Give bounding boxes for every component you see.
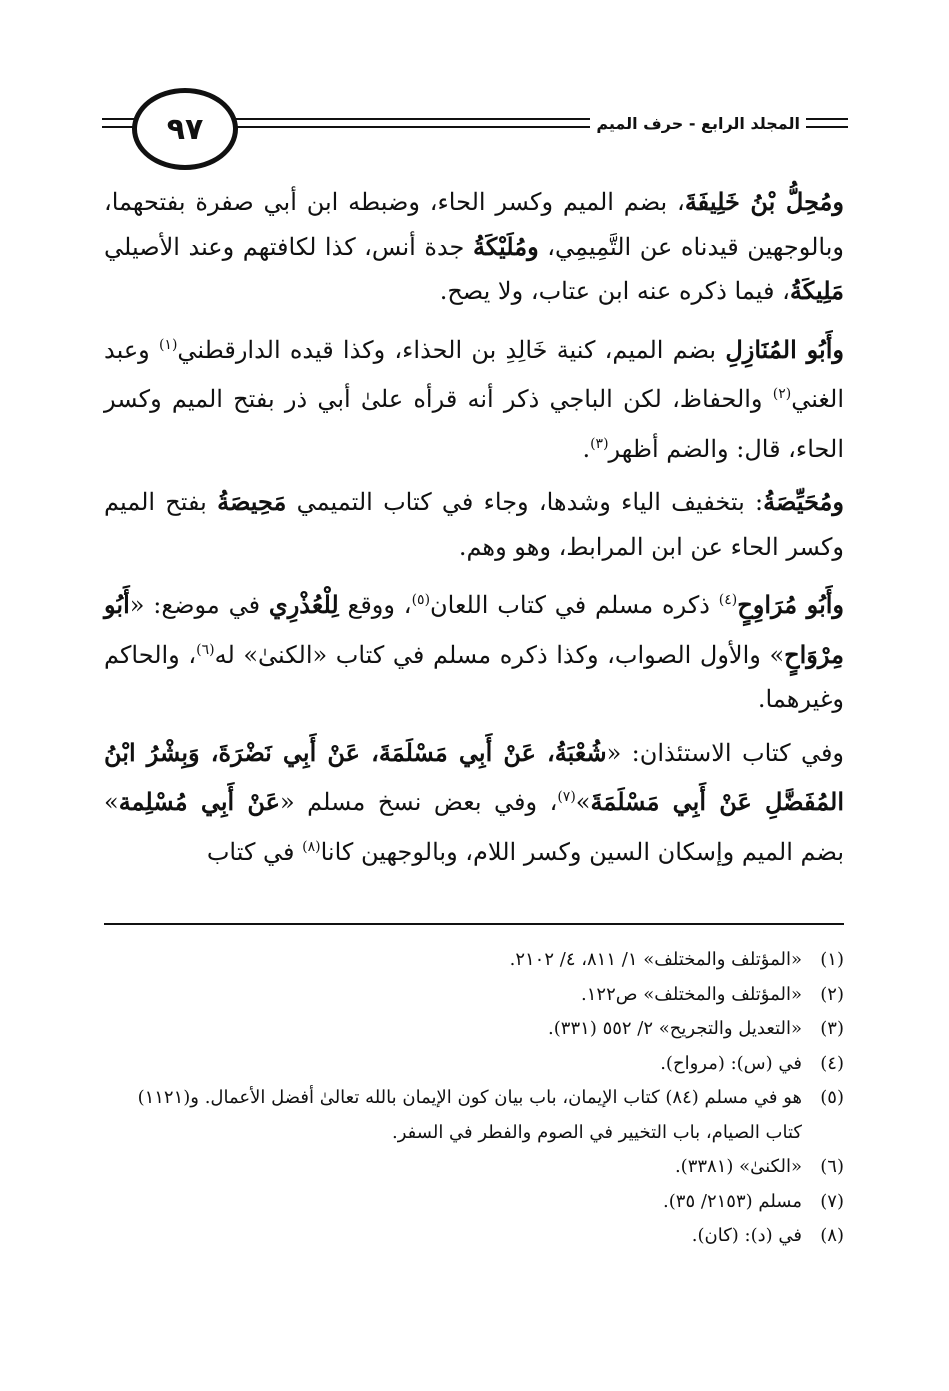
footnote-number: (٣) — [820, 1018, 844, 1039]
entry-heading: وأَبُو مُرَاوِحٍ — [737, 590, 845, 619]
footnote-ref: (٧) — [557, 789, 576, 805]
footnote-text: في (س): (مرواح). — [660, 1052, 802, 1074]
entry-text: ، بضم الميم وكسر الحاء، وضبطه ابن أبي صفرة بفتحهما، وبالوجهين قيدناه عن التَّمِيمِي، — [104, 188, 844, 261]
entry-istidhan — [104, 731, 844, 875]
entry-text: ذكره مسلم في كتاب اللعان — [430, 591, 719, 619]
entry-heading: لِلْعُذْرِي — [268, 590, 339, 619]
footnote-text: «الكنىٰ» (٣٣٨١). — [674, 1156, 802, 1177]
entry-text: بضم الميم، كنية خَالِدِ بن الحذاء، وكذا قيده الدارقطني — [177, 335, 726, 364]
entry-text: في كتاب — [206, 837, 303, 866]
footnote-number: (٦) — [820, 1156, 844, 1177]
entry-text: » بضم الميم وإسكان السين وكسر اللام، وبالوجهين كانا — [104, 788, 844, 866]
footnote-text: «المؤتلف والمختلف» ١/ ٨١١، ٤/ ٢١٠٢. — [509, 949, 802, 970]
footnote-ref: (٥) — [411, 592, 431, 608]
footnote — [104, 978, 844, 1013]
footnote — [104, 1219, 844, 1254]
footnote — [104, 1081, 844, 1150]
footnote — [104, 943, 844, 978]
entry-text: وعبد الغني — [104, 335, 844, 413]
footnote-ref: (٣) — [590, 435, 609, 452]
footnote-text: في (د): (كان). — [691, 1225, 802, 1246]
body-text — [104, 180, 844, 883]
entry-heading: ومُحَيِّصَةُ — [763, 487, 844, 516]
footnote-text: «المؤتلف والمختلف» ص١٢٢. — [581, 983, 802, 1005]
entry-text: وفي كتاب الاستئذان: « — [606, 738, 845, 767]
footnote-ref: (٤) — [718, 592, 738, 608]
running-head: المجلد الرابع - حرف الميم — [590, 114, 806, 133]
entry-heading: شُعْبَةُ، عَنْ أَبِي مَسْلَمَةَ، عَنْ أَبِي نَضْرَةَ، وَبِشْرُ ابْنُ المُفَضَّلِ عَنْ أَبِي مَسْلَمَةَ — [104, 737, 844, 816]
footnote-text: مسلم (٢١٥٣/ ٣٥). — [663, 1190, 802, 1212]
entry-heading: وأَبُو المُنَازِلِ — [725, 334, 844, 364]
footnote-number: (٤) — [820, 1052, 844, 1074]
footnote-ref: (١) — [158, 336, 178, 353]
entry-heading: عَنْ أَبِي مُسْلِمة — [118, 787, 280, 816]
entry-text: بفتح الميم وكسر الحاء عن ابن المرابط، وهو وهم. — [104, 488, 844, 561]
entry-abu-almunazil — [104, 323, 844, 472]
footnote — [104, 1185, 844, 1220]
footnote-ref: (٢) — [772, 386, 792, 402]
entry-text: والحفاظ، لكن الباجي ذكر أنه قرأه علىٰ أبي ذر بفتح الميم وكسر الحاء، قال: والضم أظهر — [104, 385, 844, 463]
footnote-ref: (٨) — [302, 838, 321, 855]
footnote — [104, 1012, 844, 1047]
footnotes — [104, 943, 844, 1254]
entry-heading: مَحِيصَةُ — [217, 487, 287, 516]
entry-text: ، فيما ذكره عنه ابن عتاب، ولا يصح. — [439, 277, 790, 305]
footnote-separator — [104, 923, 844, 925]
entry-text: في موضع: « — [129, 591, 269, 619]
entry-abu-murawih — [104, 578, 844, 722]
page-number: ٩٧ — [132, 88, 238, 170]
entry-text: : بتخفيف الياء وشدها، وجاء في كتاب التميمي — [286, 488, 764, 516]
entry-text: » والأول الصواب، وكذا ذكره مسلم في كتاب «الكنىٰ» له — [214, 640, 785, 669]
entry-text: جدة أنس، كذا لكافتهم وعند الأصيلي — [104, 232, 473, 261]
entry-text: . — [582, 434, 591, 463]
entry-heading: مَلِيكَةُ — [789, 276, 844, 305]
entry-muhill — [104, 180, 844, 314]
footnote-number: (١) — [820, 949, 844, 970]
entry-text: ، ووقع — [338, 591, 412, 619]
entry-heading: ومُحِلُّ بْنُ خَلِيفَةَ — [684, 187, 845, 216]
footnote — [104, 1150, 844, 1185]
footnote-text: هو في مسلم (٨٤) كتاب الإيمان، باب بيان كون الإيمان بالله تعالىٰ أفضل الأعمال. و(١١٢١) كتاب الصيام، باب التخيير في الصوم والفطر في السفر. — [137, 1087, 802, 1143]
footnote-number: (٢) — [820, 983, 844, 1005]
footnote-number: (٧) — [820, 1190, 844, 1212]
entry-text: ، وفي بعض نسخ مسلم « — [280, 788, 558, 816]
page-header — [102, 88, 848, 168]
entry-heading: ومُلَيْكَةُ — [472, 231, 539, 261]
footnote — [104, 1047, 844, 1082]
footnote-number: (٨) — [820, 1225, 844, 1246]
entry-muhayyisa — [104, 480, 844, 569]
entry-text: » — [575, 788, 591, 816]
footnote-ref: (٦) — [196, 641, 215, 658]
footnote-text: «التعديل والتجريح» ٢/ ٥٥٢ (٣٣١). — [548, 1018, 802, 1039]
entry-text: ، والحاكم وغيرهما. — [104, 640, 844, 713]
entry-heading: أَبُو مِرْوَاحٍ — [104, 590, 844, 669]
footnote-number: (٥) — [820, 1087, 844, 1108]
